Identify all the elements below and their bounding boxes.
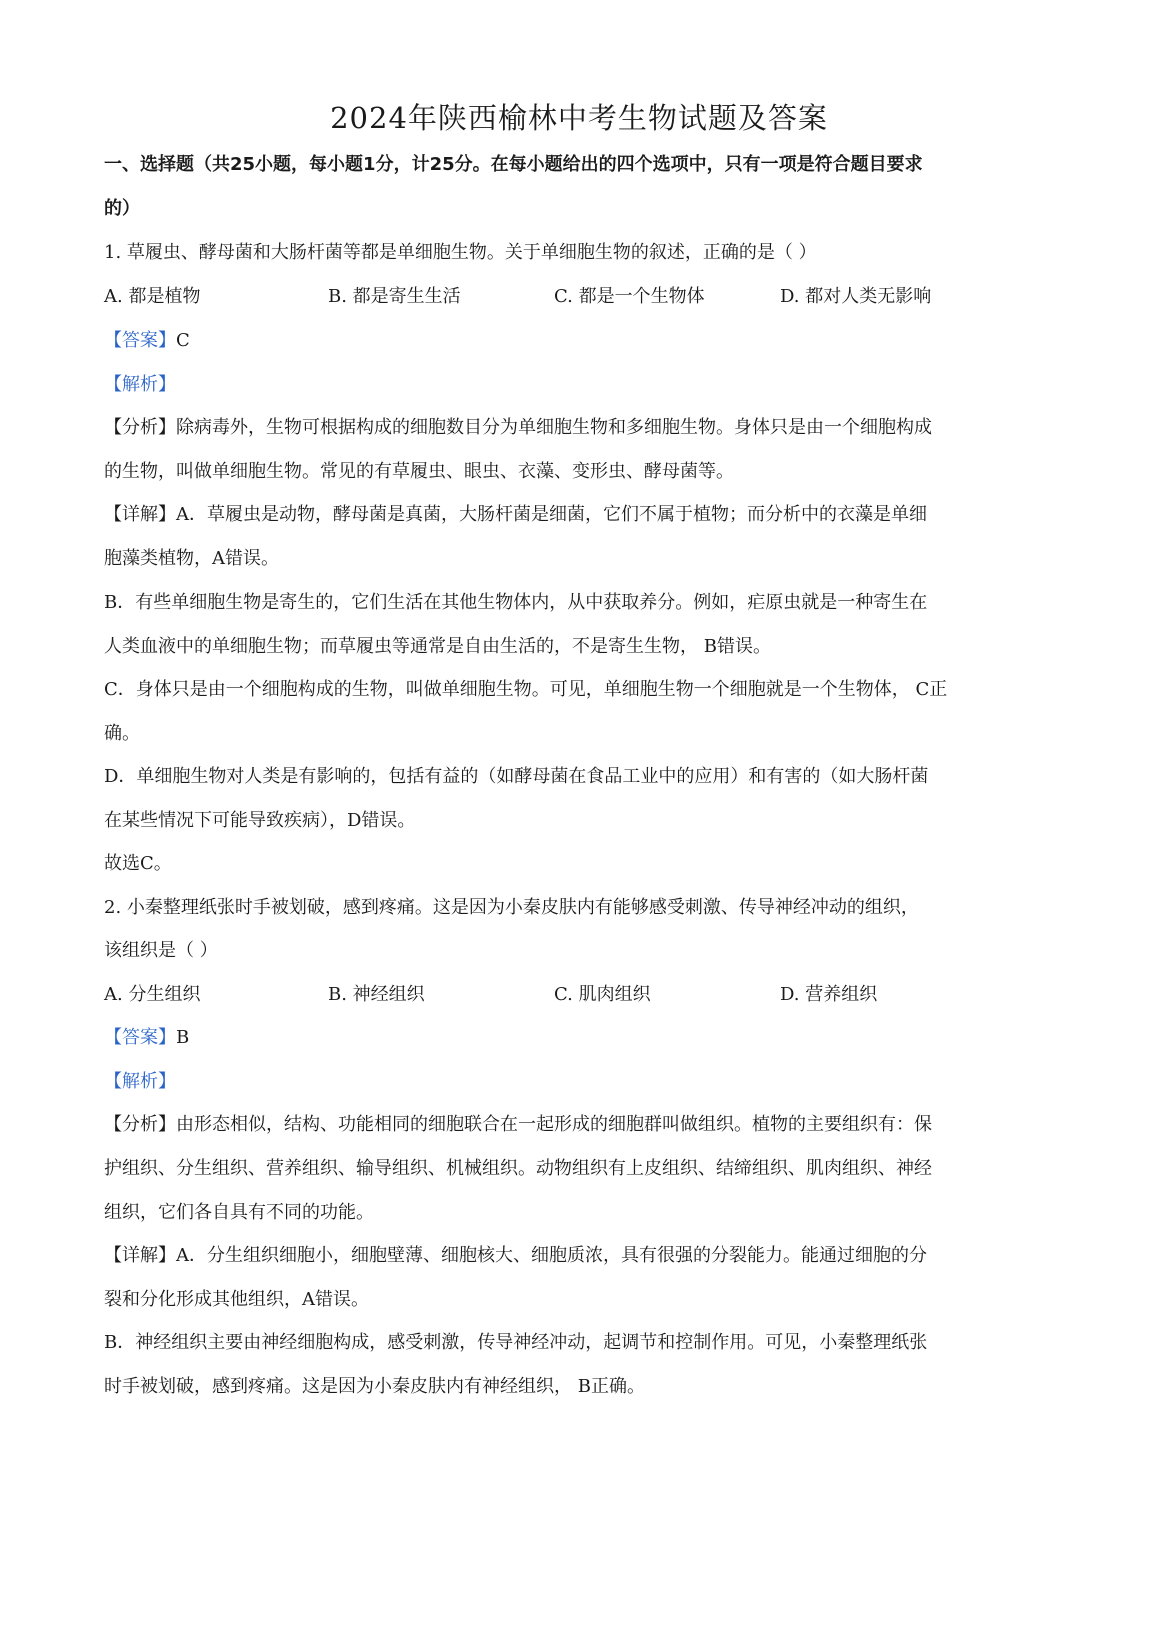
q2-stem-line1: 2. 小秦整理纸张时手被划破，感到疼痛。这是因为小秦皮肤内有能够感受刺激、传导神经冲动的组织，	[104, 897, 919, 918]
q2-stem-line2: 该组织是（ ）	[104, 940, 218, 961]
q2-option-a: A. 分生组织	[104, 984, 201, 1005]
q2-answer	[104, 1025, 1064, 1051]
q1-option-d-explain1: D．单细胞生物对人类是有影响的，包括有益的（如酵母菌在食品工业中的应用）和有害的（如大肠杆菌	[104, 766, 929, 787]
q1-option-c-explain1: C．身体只是由一个细胞构成的生物，叫做单细胞生物。可见，单细胞生物一个细胞就是一个生物体， C正	[104, 679, 948, 700]
q1-option-b-explain2: 人类血液中的单细胞生物；而草履虫等通常是自由生活的，不是寄生生物， B错误。	[104, 636, 771, 657]
q2-fenxi-label: 【分析】	[104, 1114, 176, 1135]
q1-fenxi-label: 【分析】	[104, 417, 176, 438]
q1-xiangjie-line2: 胞藻类植物，A错误。	[104, 548, 279, 569]
q1-option-d: D. 都对人类无影响	[780, 286, 932, 307]
section-heading-line2: 的）	[104, 198, 140, 219]
q1-option-b-explain1: B．有些单细胞生物是寄生的，它们生活在其他生物体内，从中获取养分。例如，疟原虫就是一种寄生在	[104, 592, 928, 613]
q1-xiangjie-text1: A．草履虫是动物，酵母菌是真菌，大肠杆菌是细菌，它们不属于植物；而分析中的衣藻是单细	[176, 504, 927, 525]
section-heading-line1: 一、选择题（共25小题，每小题1分，计25分。在每小题给出的四个选项中，只有一项是符合题目要求	[104, 154, 923, 175]
q2-option-c: C. 肌肉组织	[554, 984, 651, 1005]
q2-answer-value: B	[176, 1027, 190, 1048]
q2-fenxi-text1: 由形态相似，结构、功能相同的细胞联合在一起形成的细胞群叫做组织。植物的主要组织有：保	[176, 1114, 932, 1135]
page-title: 2024年陕西榆林中考生物试题及答案	[330, 101, 828, 135]
q1-option-c-explain2: 确。	[104, 723, 140, 744]
q1-xiangjie-line1	[104, 502, 1064, 528]
q2-xiangjie-text1: A．分生组织细胞小，细胞壁薄、细胞核大、细胞质浓，具有很强的分裂能力。能通过细胞的分	[176, 1245, 927, 1266]
q1-answer-label: 【答案】	[104, 330, 176, 351]
q2-xiangjie-label: 【详解】	[104, 1245, 176, 1266]
q1-stem: 1. 草履虫、酵母菌和大肠杆菌等都是单细胞生物。关于单细胞生物的叙述，正确的是（ ）	[104, 242, 817, 263]
q2-fenxi-line2: 护组织、分生组织、营养组织、输导组织、机械组织。动物组织有上皮组织、结缔组织、肌肉组织、神经	[104, 1158, 932, 1179]
q2-option-b-explain1: B．神经组织主要由神经细胞构成，感受刺激，传导神经冲动，起调节和控制作用。可见，小秦整理纸张	[104, 1332, 928, 1353]
q2-analysis-label: 【解析】	[104, 1071, 176, 1092]
q2-answer-label: 【答案】	[104, 1027, 176, 1048]
q1-option-c: C. 都是一个生物体	[554, 286, 705, 307]
q2-option-d: D. 营养组织	[780, 984, 878, 1005]
q1-answer-value: C	[176, 330, 190, 351]
q1-conclusion: 故选C。	[104, 853, 172, 874]
q2-option-b: B. 神经组织	[328, 984, 425, 1005]
q1-option-d-explain2: 在某些情况下可能导致疾病），D错误。	[104, 810, 416, 831]
q1-fenxi-line1	[104, 415, 1064, 441]
q1-xiangjie-label: 【详解】	[104, 504, 176, 525]
q1-fenxi-text1: 除病毒外，生物可根据构成的细胞数目分为单细胞生物和多细胞生物。身体只是由一个细胞构成	[176, 417, 932, 438]
q2-fenxi-line3: 组织，它们各自具有不同的功能。	[104, 1202, 374, 1223]
q1-analysis-label: 【解析】	[104, 374, 176, 395]
q1-fenxi-line2: 的生物，叫做单细胞生物。常见的有草履虫、眼虫、衣藻、变形虫、酵母菌等。	[104, 461, 734, 482]
q2-fenxi-line1	[104, 1112, 1064, 1138]
q1-option-a: A. 都是植物	[104, 286, 201, 307]
q2-option-b-explain2: 时手被划破，感到疼痛。这是因为小秦皮肤内有神经组织， B正确。	[104, 1376, 645, 1397]
q1-answer	[104, 328, 1064, 354]
q2-xiangjie-line1	[104, 1243, 1064, 1269]
q1-option-b: B. 都是寄生生活	[328, 286, 461, 307]
q2-xiangjie-line2: 裂和分化形成其他组织，A错误。	[104, 1289, 369, 1310]
